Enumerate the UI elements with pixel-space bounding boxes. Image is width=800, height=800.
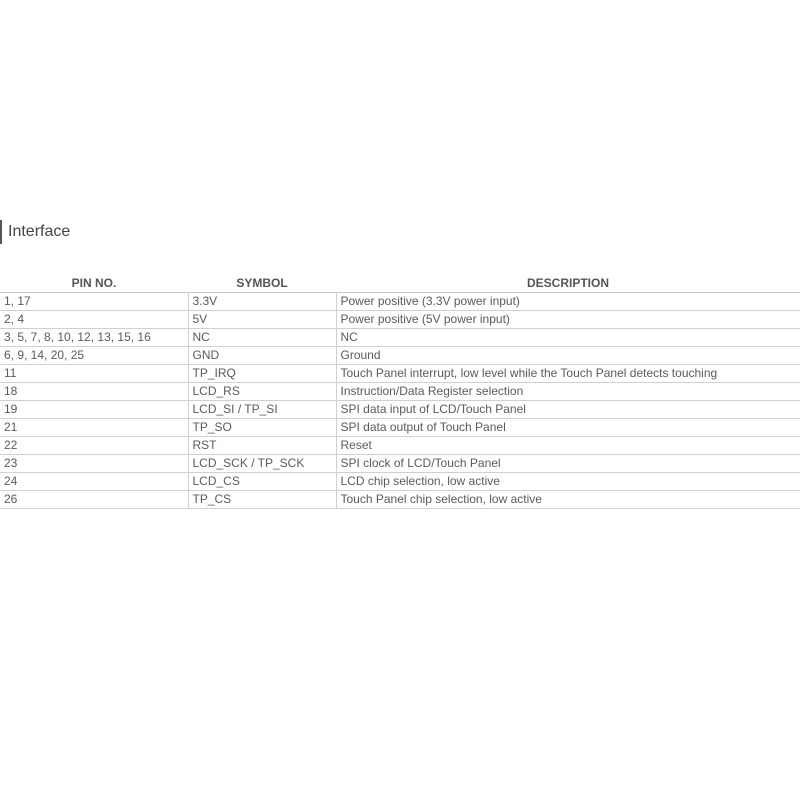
section-accent-bar (0, 220, 2, 244)
table-row (0, 293, 800, 311)
pin-cell: 22 (0, 437, 188, 455)
pin-cell: 26 (0, 491, 188, 509)
header-description: DESCRIPTION (336, 274, 800, 293)
symbol-cell: NC (188, 329, 336, 347)
pin-cell: 1, 17 (0, 293, 188, 311)
pin-cell: 23 (0, 455, 188, 473)
description-cell: NC (336, 329, 800, 347)
header-symbol: SYMBOL (188, 274, 336, 293)
description-cell: Ground (336, 347, 800, 365)
symbol-cell: TP_IRQ (188, 365, 336, 383)
pin-cell: 21 (0, 419, 188, 437)
section-header (0, 220, 70, 244)
description-cell: Power positive (3.3V power input) (336, 293, 800, 311)
description-cell: SPI clock of LCD/Touch Panel (336, 455, 800, 473)
symbol-cell: RST (188, 437, 336, 455)
pin-interface-table (0, 274, 800, 509)
section-title: Interface (8, 223, 71, 240)
table-row (0, 365, 800, 383)
table-row (0, 419, 800, 437)
description-cell: Instruction/Data Register selection (336, 383, 800, 401)
description-cell: Touch Panel chip selection, low active (336, 491, 800, 509)
table-row (0, 491, 800, 509)
table-header-row (0, 274, 800, 293)
pin-cell: 19 (0, 401, 188, 419)
symbol-cell: 5V (188, 311, 336, 329)
pin-cell: 3, 5, 7, 8, 10, 12, 13, 15, 16 (0, 329, 188, 347)
table-row (0, 347, 800, 365)
table-row (0, 437, 800, 455)
symbol-cell: LCD_SI / TP_SI (188, 401, 336, 419)
table-row (0, 383, 800, 401)
symbol-cell: TP_CS (188, 491, 336, 509)
pin-cell: 18 (0, 383, 188, 401)
symbol-cell: LCD_CS (188, 473, 336, 491)
pin-cell: 6, 9, 14, 20, 25 (0, 347, 188, 365)
symbol-cell: GND (188, 347, 336, 365)
pin-cell: 2, 4 (0, 311, 188, 329)
description-cell: Power positive (5V power input) (336, 311, 800, 329)
table-body (0, 293, 800, 509)
pin-cell: 24 (0, 473, 188, 491)
description-cell: Reset (336, 437, 800, 455)
table-row (0, 329, 800, 347)
table-row (0, 455, 800, 473)
symbol-cell: LCD_SCK / TP_SCK (188, 455, 336, 473)
symbol-cell: TP_SO (188, 419, 336, 437)
header-pin-no: PIN NO. (0, 274, 188, 293)
symbol-cell: LCD_RS (188, 383, 336, 401)
table-row (0, 311, 800, 329)
description-cell: LCD chip selection, low active (336, 473, 800, 491)
table-row (0, 473, 800, 491)
table-row (0, 401, 800, 419)
pin-cell: 11 (0, 365, 188, 383)
description-cell: SPI data input of LCD/Touch Panel (336, 401, 800, 419)
description-cell: SPI data output of Touch Panel (336, 419, 800, 437)
symbol-cell: 3.3V (188, 293, 336, 311)
description-cell: Touch Panel interrupt, low level while the Touch Panel detects touching (336, 365, 800, 383)
